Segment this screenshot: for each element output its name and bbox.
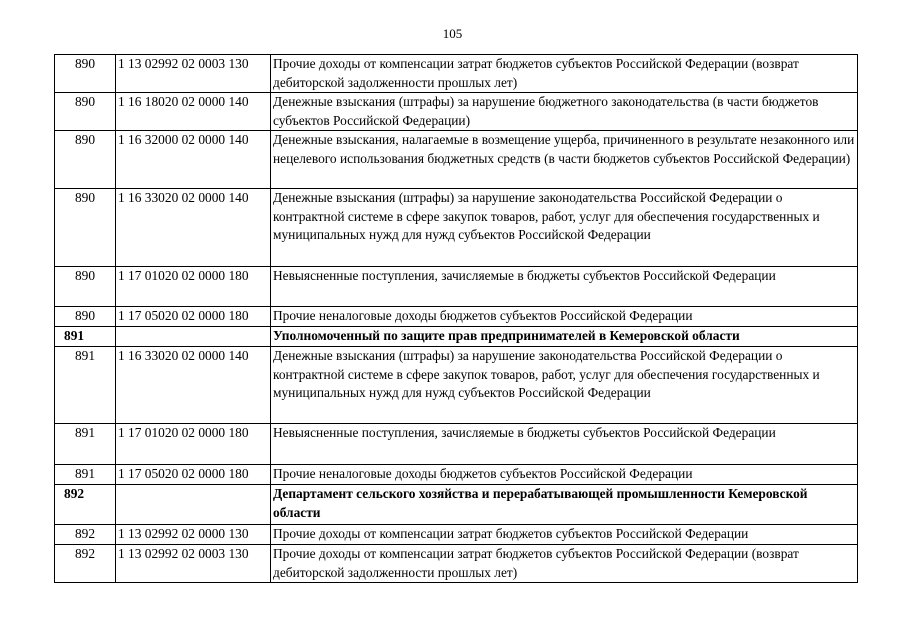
revenue-name-cell: Денежные взыскания (штрафы) за нарушение бюджетного законодательства (в части бюджетов субъектов Российской Федерации) <box>271 93 858 131</box>
admin-code-cell: 892 <box>55 545 116 583</box>
table-row <box>55 465 858 485</box>
revenue-code-cell: 1 17 05020 02 0000 180 <box>116 307 271 327</box>
admin-code-cell: 891 <box>55 424 116 465</box>
revenue-name-cell: Денежные взыскания, налагаемые в возмещение ущерба, причиненного в результате незаконного или нецелевого использования бюджетных средств (в части бюджетов субъектов Российской Федерации) <box>271 131 858 189</box>
revenue-code-cell: 1 16 18020 02 0000 140 <box>116 93 271 131</box>
admin-code-cell: 892 <box>55 485 116 525</box>
table-row <box>55 55 858 93</box>
revenue-code-cell: 1 13 02992 02 0003 130 <box>116 545 271 583</box>
admin-code-cell: 891 <box>55 347 116 424</box>
admin-code-cell: 890 <box>55 307 116 327</box>
revenue-code-cell <box>116 327 271 347</box>
admin-code-cell: 890 <box>55 55 116 93</box>
revenue-code-cell <box>116 485 271 525</box>
table-row <box>55 267 858 307</box>
admin-code-cell: 892 <box>55 525 116 545</box>
table-row <box>55 424 858 465</box>
revenue-code-cell: 1 16 33020 02 0000 140 <box>116 189 271 267</box>
revenue-name-cell: Прочие доходы от компенсации затрат бюджетов субъектов Российской Федерации (возврат дебиторской задолженности прошлых лет) <box>271 545 858 583</box>
table-row <box>55 307 858 327</box>
table-row <box>55 189 858 267</box>
administrator-name-cell: Департамент сельского хозяйства и перерабатывающей промышленности Кемеровской области <box>271 485 858 525</box>
revenue-code-cell: 1 17 01020 02 0000 180 <box>116 424 271 465</box>
revenue-name-cell: Невыясненные поступления, зачисляемые в бюджеты субъектов Российской Федерации <box>271 267 858 307</box>
revenue-code-cell: 1 13 02992 02 0000 130 <box>116 525 271 545</box>
admin-code-cell: 890 <box>55 93 116 131</box>
revenue-name-cell: Прочие доходы от компенсации затрат бюджетов субъектов Российской Федерации <box>271 525 858 545</box>
table-row <box>55 347 858 424</box>
revenue-name-cell: Денежные взыскания (штрафы) за нарушение законодательства Российской Федерации о контрактной системе в сфере закупок товаров, работ, услуг для обеспечения государственных и муниципальных нужд для нужд субъектов Российской Федерации <box>271 189 858 267</box>
revenue-name-cell: Прочие неналоговые доходы бюджетов субъектов Российской Федерации <box>271 465 858 485</box>
admin-code-cell: 891 <box>55 327 116 347</box>
administrator-header-row <box>55 327 858 347</box>
table-row <box>55 93 858 131</box>
table-row <box>55 545 858 583</box>
admin-code-cell: 890 <box>55 131 116 189</box>
revenue-code-cell: 1 17 01020 02 0000 180 <box>116 267 271 307</box>
revenue-name-cell: Прочие доходы от компенсации затрат бюджетов субъектов Российской Федерации (возврат дебиторской задолженности прошлых лет) <box>271 55 858 93</box>
revenue-name-cell: Прочие неналоговые доходы бюджетов субъектов Российской Федерации <box>271 307 858 327</box>
administrator-header-row <box>55 485 858 525</box>
admin-code-cell: 890 <box>55 267 116 307</box>
page-number: 105 <box>442 26 463 41</box>
admin-code-cell: 890 <box>55 189 116 267</box>
budget-classification-table <box>54 54 858 583</box>
table-row <box>55 131 858 189</box>
revenue-code-cell: 1 16 33020 02 0000 140 <box>116 347 271 424</box>
revenue-code-cell: 1 13 02992 02 0003 130 <box>116 55 271 93</box>
revenue-code-cell: 1 17 05020 02 0000 180 <box>116 465 271 485</box>
revenue-name-cell: Невыясненные поступления, зачисляемые в бюджеты субъектов Российской Федерации <box>271 424 858 465</box>
administrator-name-cell: Уполномоченный по защите прав предпринимателей в Кемеровской области <box>271 327 858 347</box>
table-row <box>55 525 858 545</box>
admin-code-cell: 891 <box>55 465 116 485</box>
revenue-name-cell: Денежные взыскания (штрафы) за нарушение законодательства Российской Федерации о контрактной системе в сфере закупок товаров, работ, услуг для обеспечения государственных и муниципальных нужд для нужд субъектов Российской Федерации <box>271 347 858 424</box>
revenue-code-cell: 1 16 32000 02 0000 140 <box>116 131 271 189</box>
